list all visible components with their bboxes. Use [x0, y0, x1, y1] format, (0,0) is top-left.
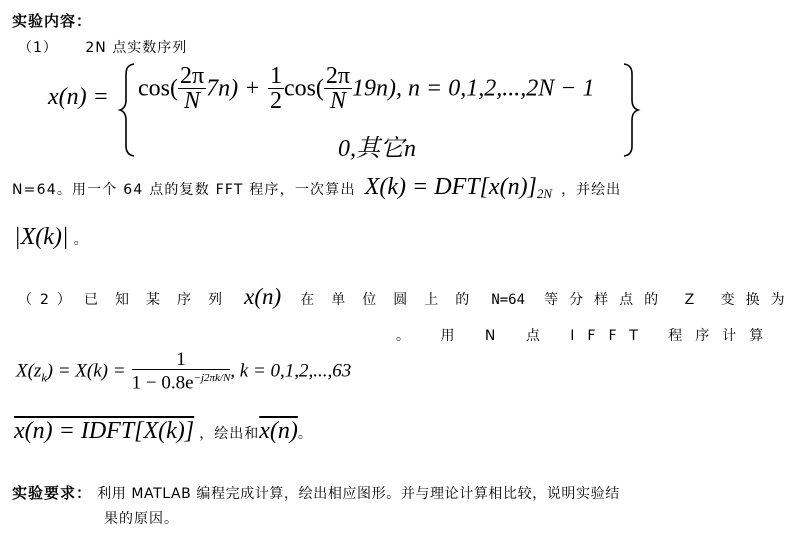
item2-text-b: 在单位圆上的	[300, 292, 487, 308]
idft-formula: x(n) = IDFT[X(k)]	[14, 418, 195, 444]
item1-label: （1）	[18, 40, 58, 56]
xz-fraction	[132, 350, 231, 392]
item1-title: 2N 点实数序列	[85, 40, 188, 56]
dft-formula: X(k) = DFT[x(n)]	[364, 174, 537, 200]
requirements-line1	[12, 482, 620, 503]
right-brace	[622, 62, 640, 158]
item2-line1	[18, 284, 796, 310]
xz-lhs2: ) = X(k) =	[46, 360, 126, 382]
xz-den-sup: −j2πk/N	[193, 372, 231, 384]
case1-end: 19n), n = 0,1,2,...,2N − 1	[352, 75, 595, 102]
case1-row	[138, 64, 594, 113]
abs-xk-formula: |X(k)|	[14, 224, 69, 250]
xz-lhs-sub: k	[41, 370, 47, 385]
fraction-2pi-n-1	[178, 64, 206, 113]
frac3-den: N	[329, 88, 346, 114]
item2-text-a: 已知某序列	[84, 292, 240, 308]
line2-text: N=64。用一个 64 点的复数 FFT 程序，一次算出	[12, 182, 356, 198]
item1-line3	[14, 224, 89, 251]
item1-line2	[12, 174, 621, 202]
case1-mid: 7n) +	[206, 75, 261, 102]
requirements-text1: 利用 MATLAB 编程完成计算，绘出相应图形。并与理论计算相比较，说明实验结	[97, 486, 620, 502]
xz-tail: , k = 0,1,2,...,63	[230, 360, 352, 382]
frac1-num: 2π	[179, 63, 205, 89]
frac2-num: 1	[269, 63, 282, 89]
item2-text-c: 等分样点的 Z 变换为	[544, 292, 796, 308]
requirements-line2: 果的原因。	[104, 511, 179, 527]
frac1-den: N	[184, 88, 201, 114]
cos-text-2: cos(	[283, 75, 324, 102]
last-line-xn: x(n)	[259, 418, 298, 444]
left-brace	[118, 62, 136, 158]
line3-end: 。	[73, 232, 89, 248]
section-heading: 实验内容：	[12, 12, 93, 30]
item2-label: （2）	[18, 292, 79, 308]
xz-num: 1	[132, 350, 231, 370]
xz-lhs: X(z	[16, 360, 42, 382]
dft-subscript: 2N	[536, 186, 553, 202]
piecewise-lhs	[48, 82, 109, 111]
fraction-half	[268, 64, 284, 113]
case2-row	[338, 128, 416, 163]
item1-title-line	[18, 37, 187, 57]
item2-n64: N=64	[491, 292, 526, 308]
cos-text-1: cos(	[138, 75, 178, 102]
case2-text: 0,其它n	[338, 136, 416, 162]
fraction-2pi-n-2	[324, 64, 352, 113]
frac2-den: 2	[269, 88, 282, 114]
line2-end: ，并绘出	[561, 182, 622, 198]
frac3-num: 2π	[325, 63, 351, 89]
lhs-text: x(n) =	[48, 84, 109, 110]
item2-xn: x(n)	[244, 284, 282, 309]
xz-den: 1 − 0.8e	[131, 372, 194, 394]
item2-last-line	[14, 418, 313, 445]
xz-formula	[16, 350, 351, 392]
last-line-end: 。	[297, 426, 313, 442]
last-line-mid: ，绘出和	[199, 426, 260, 442]
item2-line2: 。 用 N 点 IFFT 程序计算	[396, 328, 777, 344]
requirements-label: 实验要求：	[12, 484, 93, 502]
